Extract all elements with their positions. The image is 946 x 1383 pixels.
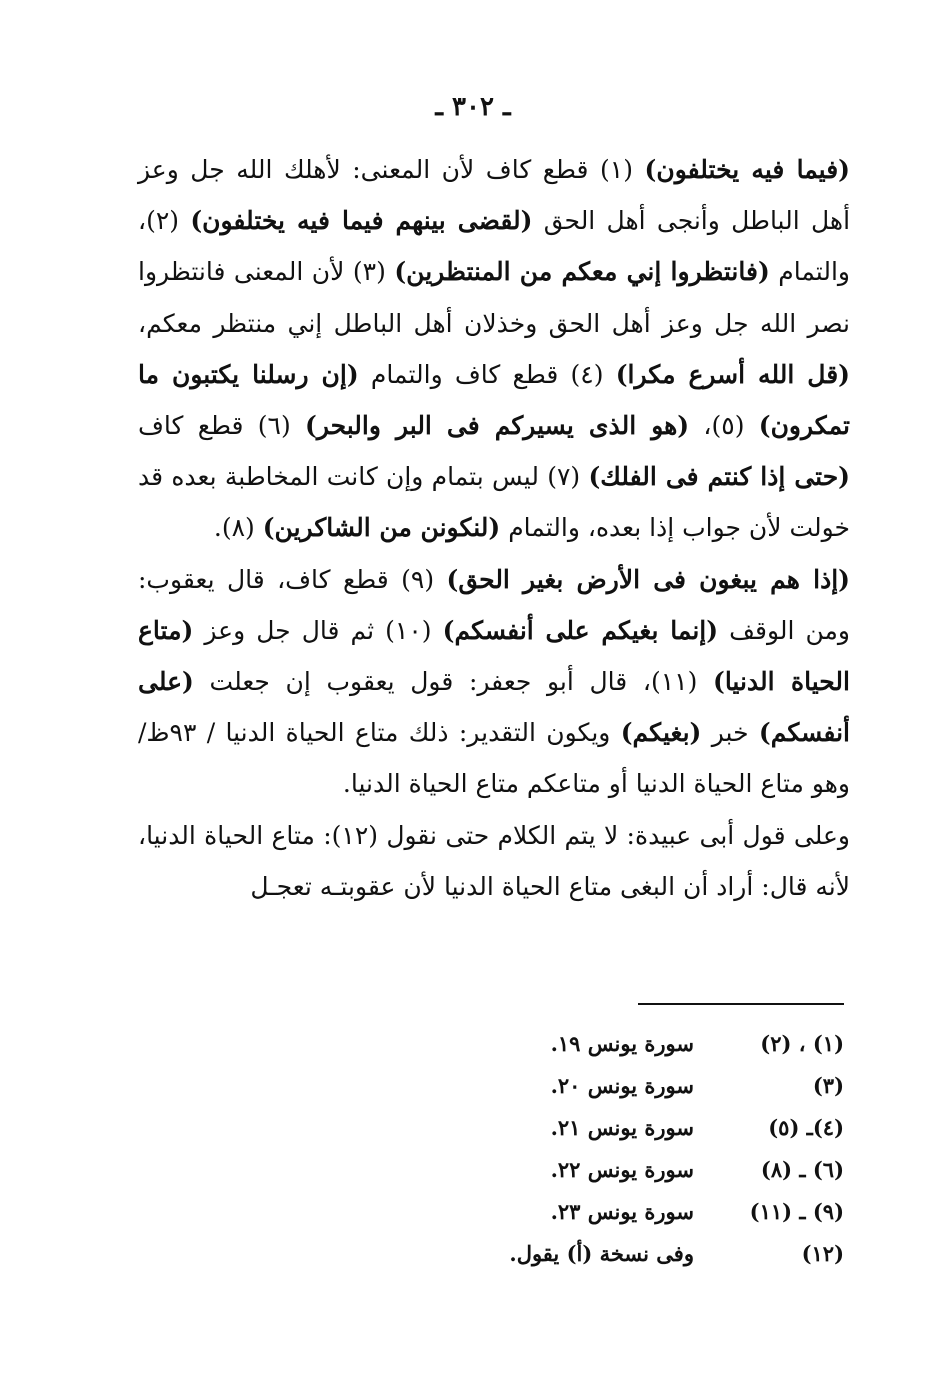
- quran-quote: (لقضى بينهم فيما فيه يختلفون): [190, 206, 533, 236]
- footnote-row: [420, 1022, 844, 1064]
- quran-quote: (هو الذى يسيركم فى البر والبحر): [305, 411, 690, 441]
- quran-quote: (فانتظروا إني معكم من المنتظرين): [394, 257, 770, 287]
- footnote-row: [420, 1190, 844, 1232]
- footnote-ref: (٩) ـ (١١): [749, 1198, 844, 1224]
- footnote-ref: (١٢): [801, 1240, 844, 1266]
- text-segment: (٧) ليس بتمام وإن كانت المخاطبة بعده قد خولت لأن جواب إذا بعده، والتمام: [138, 462, 850, 543]
- text-segment: خبر: [701, 718, 759, 748]
- text-segment: (٦) قطع كاف: [138, 411, 305, 441]
- text-segment: (٣) لأن المعنى فانتظروا نصر الله جل وعز أهل الحق وخذلان أهل الباطل إني منتظر معكم،: [138, 257, 850, 338]
- quran-quote: (على أنفسكم): [138, 667, 850, 748]
- quran-quote: (حتى إذا كنتم فى الفلك): [588, 462, 850, 492]
- text-segment: (٥)،: [689, 411, 759, 441]
- quran-quote: (إنما بغيكم على أنفسكم): [442, 615, 719, 645]
- page-number: ـ ٣٠٢ ـ: [435, 92, 511, 122]
- text-segment: (٤) قطع كاف والتمام: [358, 359, 616, 389]
- footnote-row: [420, 1106, 844, 1148]
- footnote-text: سورة يونس ٢١.: [550, 1114, 694, 1140]
- footnote-ref: (٤)ـ (٥): [768, 1114, 844, 1140]
- footnote-ref: (٦) ـ (٨): [760, 1156, 844, 1182]
- quran-quote: (بغيكم): [620, 718, 702, 748]
- text-segment: (٩) قطع كاف، قال يعقوب: ومن الوقف: [138, 564, 851, 645]
- quran-quote: (لنكونن من الشاكرين): [262, 513, 501, 543]
- quran-quote: (قل الله أسرع مكرا): [615, 359, 851, 389]
- paragraph-1: [138, 144, 850, 554]
- footnote-text: سورة يونس ٢٣.: [550, 1198, 694, 1224]
- paragraph-2: [138, 554, 850, 810]
- quran-quote: (إذا هم يبغون فى الأرض بغير الحق): [446, 564, 850, 594]
- quran-quote: (متاع الحياة الدنيا): [138, 615, 850, 697]
- footnote-ref: (١) ، (٢): [760, 1030, 844, 1056]
- text-segment: (١) قطع كاف لأن المعنى: لأهلك الله جل وعز أهل الباطل وأنجى أهل الحق: [138, 155, 851, 236]
- text-segment: (٢)، والتمام: [138, 206, 850, 287]
- footnote-divider: [638, 1003, 844, 1005]
- footnote-row: [420, 1148, 844, 1190]
- footnote-text: سورة يونس ٢٠.: [550, 1072, 694, 1098]
- text-segment: (١٠) ثم قال جل وعز: [193, 615, 443, 645]
- quran-quote: (فيما فيه يختلفون): [644, 155, 851, 184]
- footnote-row: [420, 1064, 844, 1106]
- text-segment: ويكون التقدير: ذلك متاع الحياة الدنيا / ٩٣ظ/ وهو متاع الحياة الدنيا أو متاعكم متاع الحياة الدنيا.: [138, 718, 850, 799]
- footnote-ref: (٣): [812, 1072, 844, 1098]
- footnote-text: وفى نسخة (أ) يقول.: [509, 1240, 694, 1266]
- footnote-text: سورة يونس ١٩.: [550, 1030, 694, 1056]
- body-text: [138, 144, 850, 912]
- text-segment: وعلى قول أبى عبيدة: لا يتم الكلام حتى نقول (١٢): متاع الحياة الدنيا، لأنه قال: أراد أن البغى متاع الحياة الدنيا لأن عقوبتـه تعجـل: [138, 820, 850, 901]
- text-segment: (٨).: [213, 513, 263, 543]
- text-segment: (١١)، قال أبو جعفر: قول يعقوب إن جعلت: [193, 667, 713, 697]
- footnote-text: سورة يونس ٢٢.: [550, 1156, 694, 1182]
- footnotes: [420, 1022, 844, 1274]
- paragraph-3: [138, 810, 850, 912]
- quran-quote: (إن رسلنا يكتبون ما تمكرون): [138, 359, 851, 441]
- footnote-row: [420, 1232, 844, 1274]
